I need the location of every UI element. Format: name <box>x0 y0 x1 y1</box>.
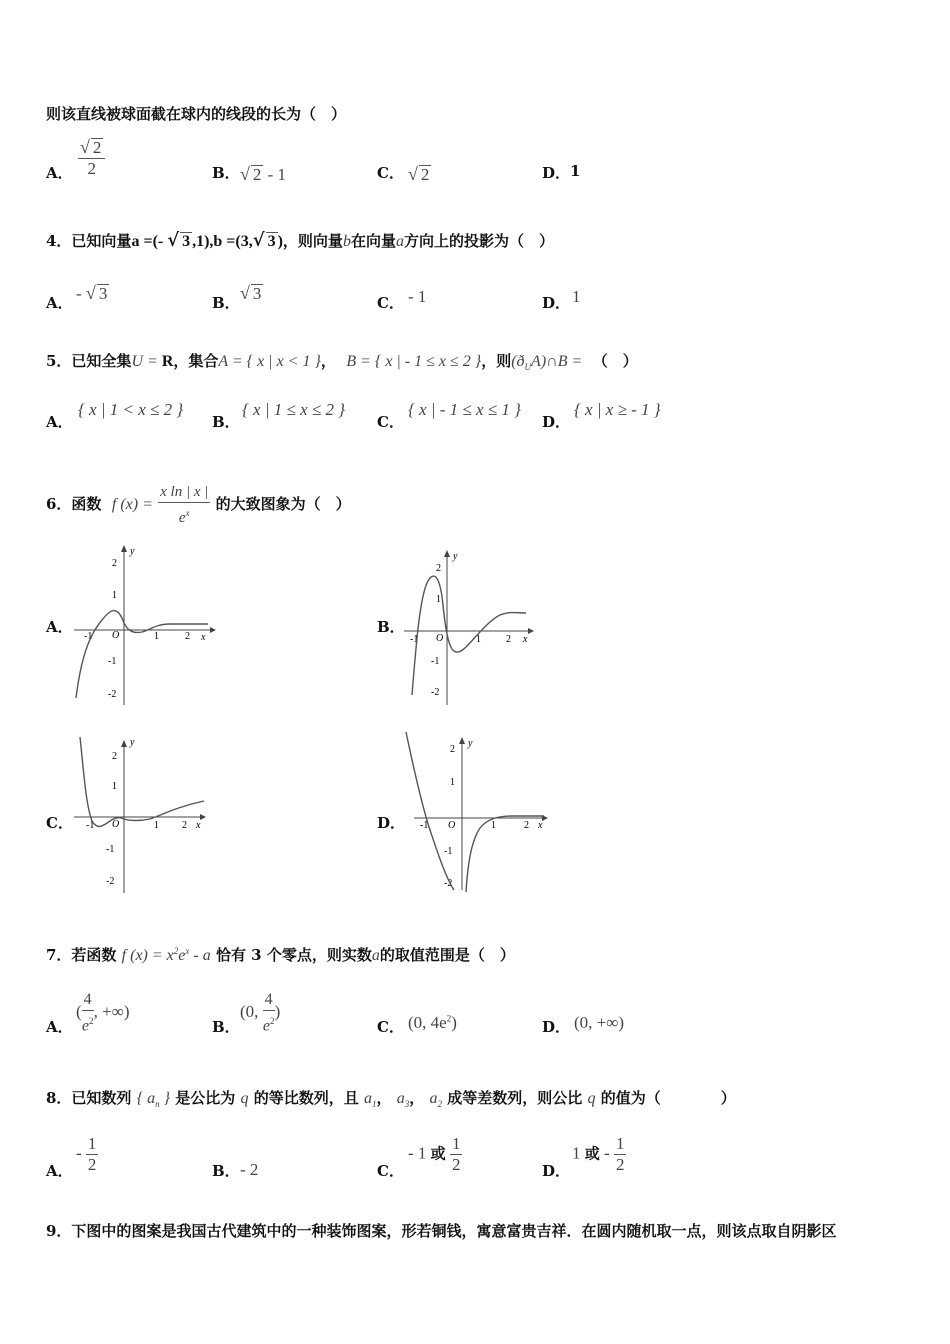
q6-option-a-label: A． <box>46 618 73 636</box>
q8-stem: 8．已知数列 { $a_n$ } 是公比为 q 的等比数列，且 $a_1$， $a_3$， $a_2$ 成等差数列，则公比 q 的值为（ ） <box>46 1089 736 1109</box>
graph-c-curve <box>80 737 204 826</box>
x-axis-arrow <box>210 627 216 633</box>
q5-option-d-label: D． <box>542 413 571 431</box>
q5-option-d-value: { x | x ≥ - 1 } <box>574 400 661 419</box>
q6-stem: 6．函数 f (x) = $\frac{\text{x ln | x |}}{e^x}$ 的大致图象为（ ） <box>46 484 351 526</box>
graph-d-left-branch <box>406 732 454 890</box>
q5-stem: 5．已知全集U = R，集合A = { x | x < 1 }， B = { x | - 1 ≤ x ≤ 2 }，则$(ð_UA)\cap B$ = （ ） <box>46 352 638 372</box>
tick-x2: 2 <box>182 820 187 831</box>
y-axis-arrow <box>459 737 465 744</box>
q6-graph-d <box>400 730 560 900</box>
q4-option-b-label: B． <box>212 294 240 312</box>
q7-stem: 7．若函数 f $(x) = x^2e^x - a$ 恰有 3 个零点，则实数a的取值范围是（ ） <box>46 946 515 964</box>
q8-option-c-value: - 1 或 $\frac{1}{2}$ <box>408 1134 461 1174</box>
q3-a-den: 2 <box>87 159 96 178</box>
q6-option-c-label: C． <box>46 814 73 832</box>
q6-graph-a <box>70 540 220 710</box>
q6-graph-c <box>70 735 220 905</box>
q7-option-c-label: C． <box>377 1018 404 1036</box>
y-axis-arrow <box>121 740 127 747</box>
tick-x2: 2 <box>185 631 190 642</box>
tick-xm1: -1 <box>420 820 429 831</box>
q6-option-b-label: B． <box>377 618 405 636</box>
tick-m1: -1 <box>431 656 440 667</box>
q3-option-b-label: B． <box>212 164 240 182</box>
tick-m2: -2 <box>108 689 117 700</box>
tick-1: 1 <box>112 781 117 792</box>
q7-option-a-value: ( $\frac{4}{e^2}$ , +∞) <box>76 991 130 1035</box>
tick-xm1: -1 <box>410 634 419 645</box>
q3-option-d-label: D． <box>542 164 571 182</box>
q8-option-d-value: 1 或 - $\frac{1}{2}$ <box>572 1134 625 1174</box>
x-axis-label: x <box>523 634 528 645</box>
q5-option-a-label: A． <box>46 413 73 431</box>
y-axis-arrow <box>121 545 127 552</box>
tick-m1: -1 <box>108 656 117 667</box>
tick-xm1: -1 <box>84 631 93 642</box>
tick-2: 2 <box>450 744 455 755</box>
origin-label: O <box>112 630 120 641</box>
x-axis-label: x <box>196 820 201 831</box>
tick-1: 1 <box>112 590 117 601</box>
tick-x1: 1 <box>154 820 159 831</box>
q4-option-c-label: C． <box>377 294 404 312</box>
q3-a-radicand: 2 <box>92 138 102 157</box>
origin-label: O <box>436 633 444 644</box>
q5-option-b-label: B． <box>212 413 240 431</box>
q6-graph-b <box>400 545 550 715</box>
tick-m1: -1 <box>106 844 115 855</box>
q5-option-c-label: C． <box>377 413 404 431</box>
origin-label: O <box>112 819 120 830</box>
q7-option-d-label: D． <box>542 1018 571 1036</box>
q5-option-a-value: { x | 1 < x ≤ 2 } <box>78 400 184 419</box>
graph-a-curve <box>76 611 208 698</box>
q7-option-a-label: A． <box>46 1018 73 1036</box>
q7-option-c-value: (0, $4e^2$) <box>408 1013 457 1032</box>
q8-option-b-label: B． <box>212 1162 240 1180</box>
tick-m1: -1 <box>444 846 453 857</box>
tick-2: 2 <box>112 558 117 569</box>
tick-2: 2 <box>112 751 117 762</box>
y-axis-label: y <box>468 738 473 749</box>
tick-1: 1 <box>450 777 455 788</box>
tick-x2: 2 <box>506 634 511 645</box>
q9-stem: 9．下图中的图案是我国古代建筑中的一种装饰图案，形若铜钱，寓意富贵吉祥．在圆内随机取一点，则该点取自阴影区 <box>46 1222 837 1240</box>
q3-option-a-label: A． <box>46 164 73 182</box>
tick-2: 2 <box>436 563 441 574</box>
y-axis-label: y <box>130 546 135 557</box>
q3-option-d-value: 1 <box>570 162 581 180</box>
q4-option-a-label: A． <box>46 294 73 312</box>
q5-option-c-value: { x | - 1 ≤ x ≤ 1 } <box>408 400 521 419</box>
tick-x1: 1 <box>154 631 159 642</box>
q8-option-d-label: D． <box>542 1162 571 1180</box>
q4-option-d-value: 1 <box>572 287 581 306</box>
y-axis-label: y <box>453 551 458 562</box>
q6-option-d-label: D． <box>377 814 406 832</box>
q4-stem: 4．已知向量a =(- √ 3 ,1),b =(3,√ 3 )，则向量b在向量a方向上的投影为（ ） <box>46 230 554 251</box>
x-axis-label: x <box>538 820 543 831</box>
tick-x1: 1 <box>476 634 481 645</box>
origin-label: O <box>448 820 456 831</box>
q4-option-d-label: D． <box>542 294 571 312</box>
graph-d-right-branch <box>466 816 544 892</box>
q3-option-c-label: C． <box>377 164 404 182</box>
q8-option-a-label: A． <box>46 1162 73 1180</box>
q7-option-b-label: B． <box>212 1018 240 1036</box>
x-axis-arrow <box>200 814 206 820</box>
q8-option-a-value: - $\frac{1}{2}$ <box>76 1134 97 1174</box>
q3-option-b-value: √ 2 - 1 <box>240 164 287 184</box>
q4-option-b-value: √ 3 <box>240 283 262 303</box>
y-axis-arrow <box>444 550 450 557</box>
q4-option-c-value: - 1 <box>408 287 427 306</box>
q8-option-c-label: C． <box>377 1162 404 1180</box>
tick-x1: 1 <box>491 820 496 831</box>
q8-option-b-value: - 2 <box>240 1160 259 1179</box>
tick-m2: -2 <box>106 876 115 887</box>
q3-option-a-value: $\frac{√ 2}{2}$ <box>78 137 105 179</box>
tick-m2: -2 <box>431 687 440 698</box>
tick-1: 1 <box>436 594 441 605</box>
x-axis-arrow <box>528 628 534 634</box>
q5-option-b-value: { x | 1 ≤ x ≤ 2 } <box>242 400 346 419</box>
q3-stem: 则该直线被球面截在球内的线段的长为（ ） <box>46 105 347 123</box>
q4-option-a-value: - √ 3 <box>76 283 108 303</box>
q3-option-c-value: √ 2 <box>408 164 430 184</box>
tick-x2: 2 <box>524 820 529 831</box>
tick-m2: -2 <box>444 878 453 889</box>
x-axis-label: x <box>201 632 206 643</box>
y-axis-label: y <box>130 737 135 748</box>
q7-option-b-value: (0, $\frac{4}{e^2}$ ) <box>240 991 281 1035</box>
tick-xm1: -1 <box>86 820 95 831</box>
q7-option-d-value: (0, +∞) <box>574 1013 625 1032</box>
